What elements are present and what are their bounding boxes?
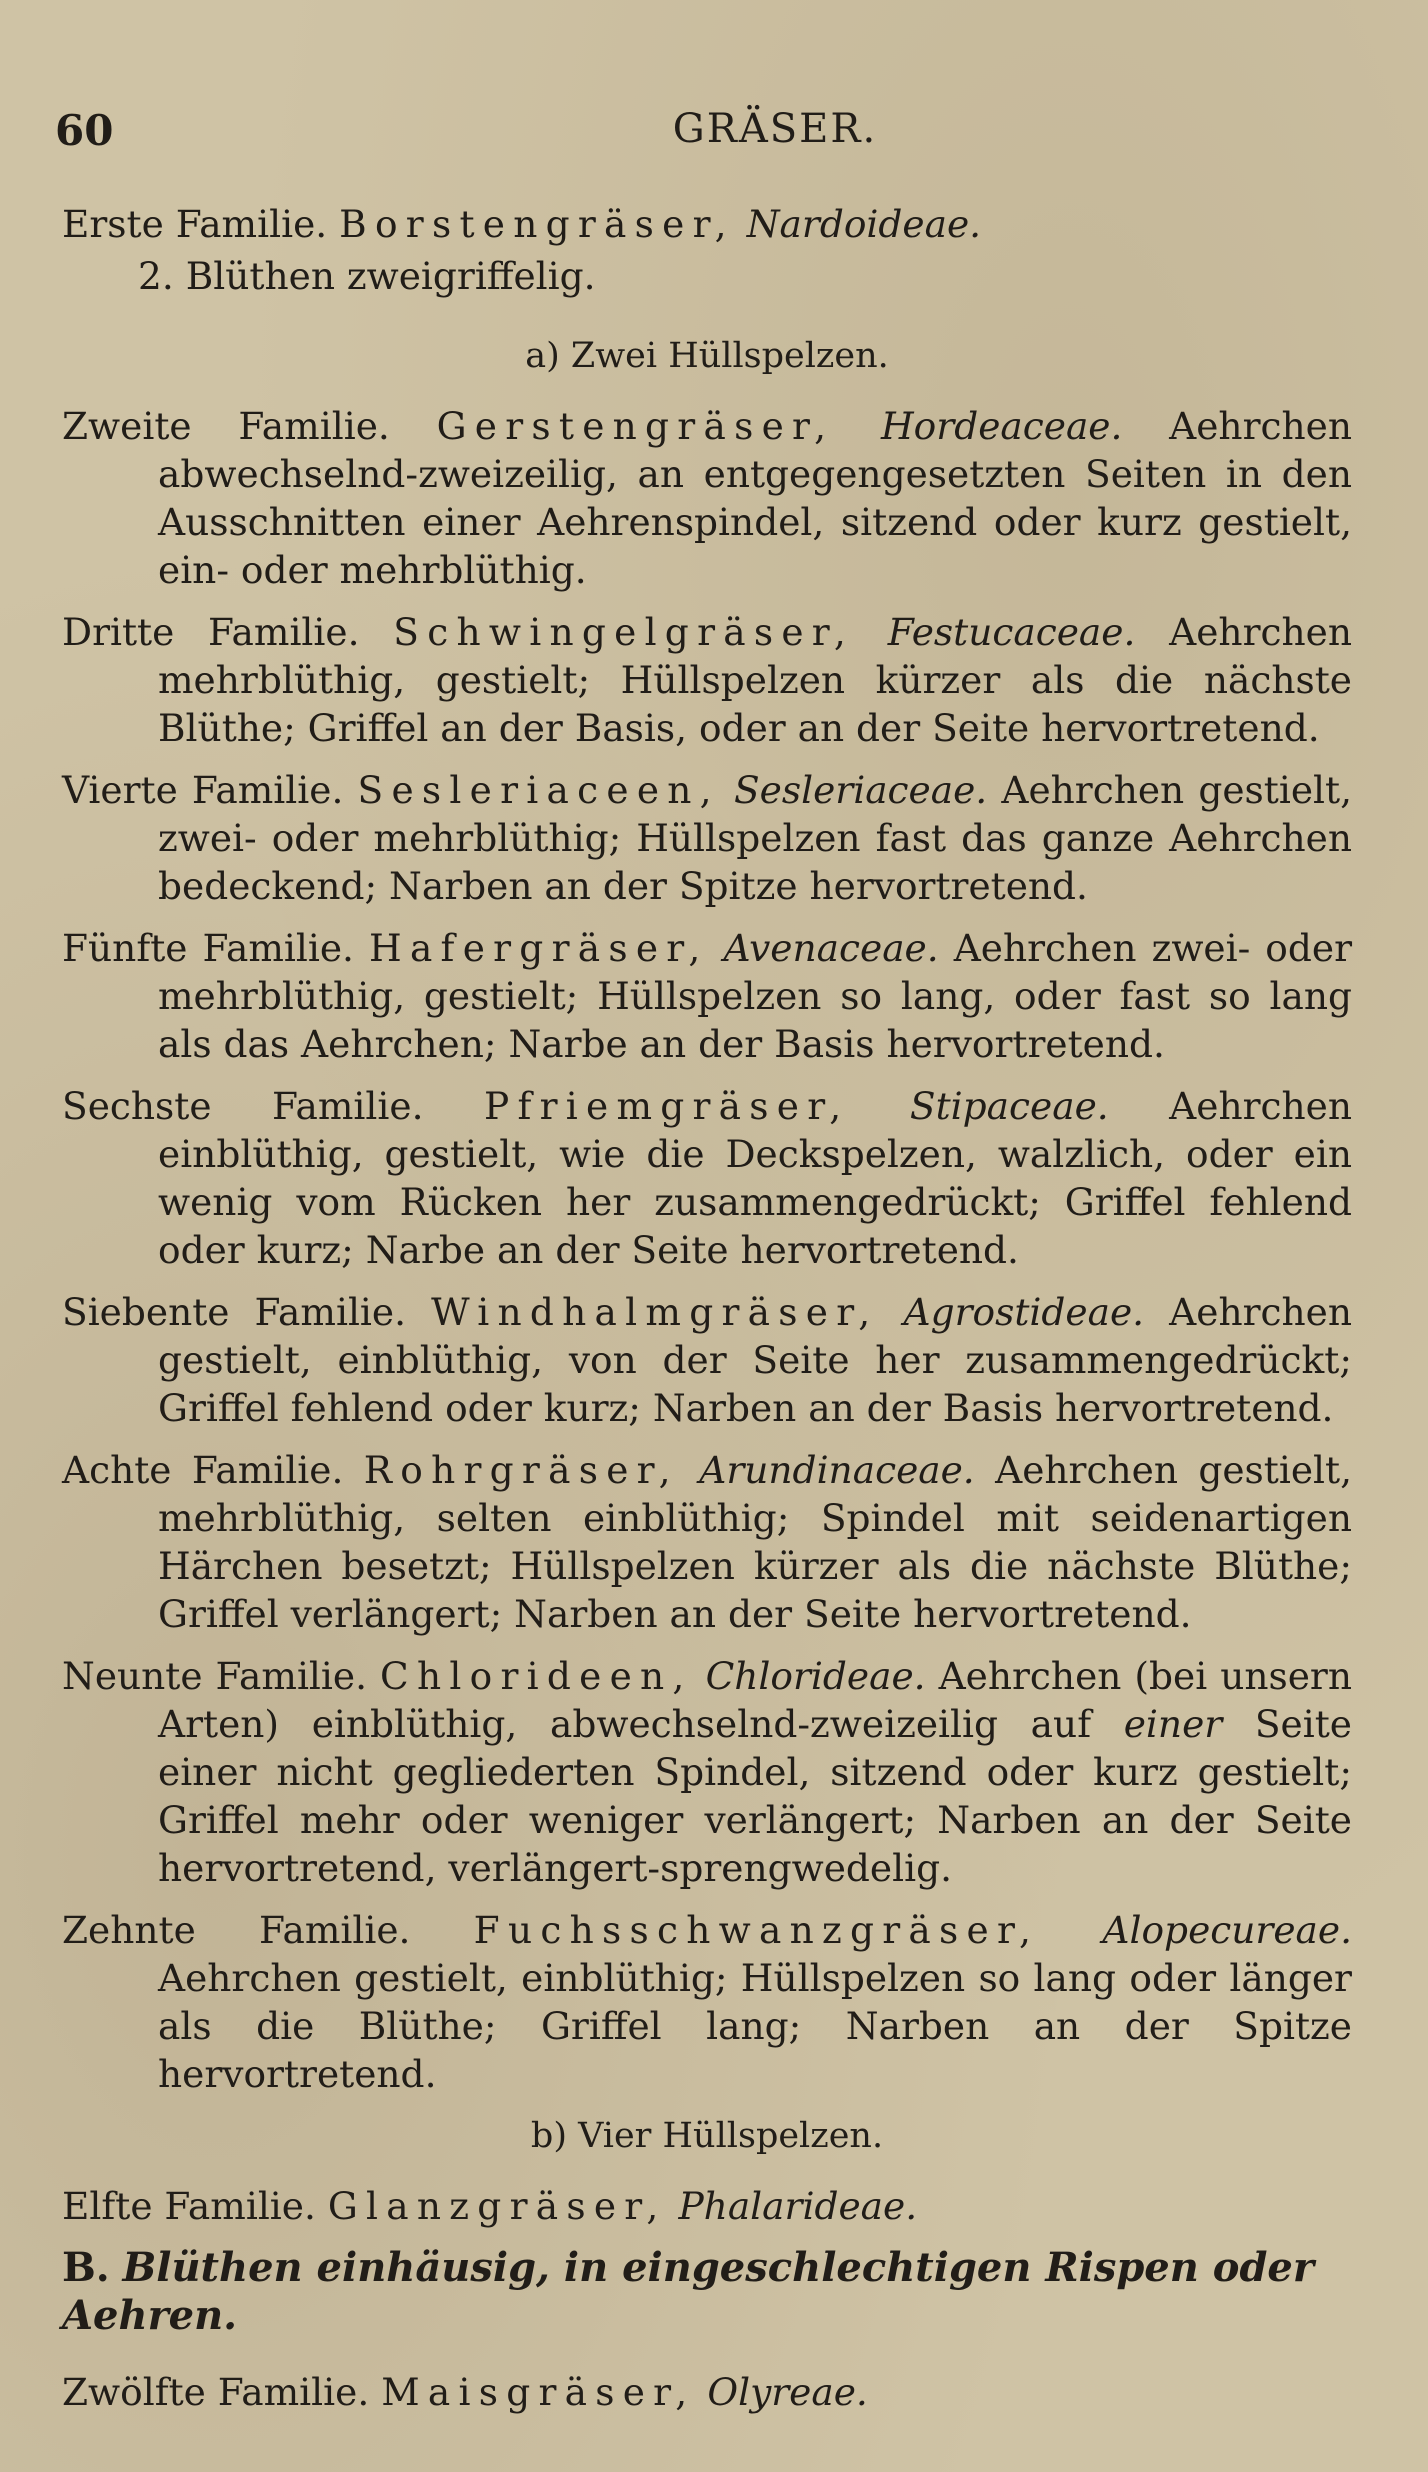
family-entry-5	[62, 924, 1352, 1068]
family-latin-name: Agrostideae.	[903, 1290, 1145, 1334]
family-latin-name: Sesleriaceae.	[733, 768, 988, 812]
family-latin-name: Stipaceae.	[909, 1084, 1109, 1128]
family-entry-11	[62, 2182, 1352, 2230]
family-label: Siebente Familie.	[62, 1290, 407, 1334]
family-german-name: Gerstengräser,	[436, 404, 835, 448]
family-label: Zehnte Familie.	[62, 1908, 411, 1952]
subheading-b	[62, 2112, 1352, 2160]
family-latin-name: Nardoideae.	[746, 202, 982, 246]
family-description: Aehrchen zwei- oder mehrblüthig, gestielt; Hüllspelzen so lang, oder fast so lang als das Aehrchen; Narbe an der Basis hervortretend.	[158, 926, 1353, 1066]
subheading-a	[62, 332, 1352, 380]
family-label: Vierte Familie.	[62, 768, 344, 812]
family-description: Aehrchen gestielt, zwei- oder mehrblüthig; Hüllspelzen fast das ganze Aehrchen bedeckend; Narben an der Spitze hervortretend.	[158, 768, 1353, 908]
family-german-name: Windhalmgräser,	[431, 1290, 879, 1334]
family-label: Dritte Familie.	[62, 610, 360, 654]
family-german-name: Glanzgräser,	[327, 2184, 667, 2228]
family-entry-10	[62, 1906, 1352, 2098]
family-label: Zwölfte Familie.	[62, 2370, 370, 2414]
family-label: Zweite Familie.	[62, 404, 390, 448]
family-description: Aehrchen gestielt, einblüthig; Hüllspelzen so lang oder länger als die Blüthe; Griffel lang; Narben an der Spitze hervortretend.	[158, 1956, 1352, 2096]
family-entry-12	[62, 2368, 1352, 2416]
family-german-name: Hafergräser,	[369, 926, 709, 970]
family-description-part-2: Seite einer nicht gegliederten Spindel, sitzend oder kurz gestielt; Griffel mehr oder weniger verlängert; Narben an der Seite hervortretend, verlängert-sprengwedelig.	[158, 1702, 1352, 1890]
family-latin-name: Olyreae.	[707, 2370, 868, 2414]
family-label: Neunte Familie.	[62, 1654, 368, 1698]
family-german-name: Schwingelgräser,	[393, 610, 855, 654]
page-body	[62, 200, 1352, 2430]
family-german-name: Sesleriaceen,	[357, 768, 720, 812]
family-label: Sechste Familie.	[62, 1084, 424, 1128]
family-german-name: Borstengräser,	[339, 202, 735, 246]
family-german-name: Fuchsschwanzgräser,	[473, 1908, 1040, 1952]
family-description: Aehrchen einblüthig, gestielt, wie die Deckspelzen, walzlich, oder ein wenig vom Rücken her zusammengedrückt; Griffel fehlend oder kurz; Narbe an der Seite hervortretend.	[158, 1084, 1353, 1272]
family-entry-4	[62, 766, 1352, 910]
subheading-b-text: b) Vier Hüllspelzen.	[530, 2116, 884, 2156]
family-latin-name: Phalarideae.	[678, 2184, 918, 2228]
family-description: Aehrchen gestielt, mehrblüthig, selten einblüthig; Spindel mit seidenartigen Härchen besetzt; Hüllspelzen kürzer als die nächste Blüthe; Griffel verlängert; Narben an der Seite hervortretend.	[158, 1448, 1353, 1636]
family-german-name: Pfriemgräser,	[483, 1084, 850, 1128]
family-entry-1	[62, 200, 1352, 248]
family-german-name: Chlorideen,	[380, 1654, 693, 1698]
family-label: Achte Familie.	[62, 1448, 344, 1492]
family-latin-name: Festucaceae.	[887, 610, 1136, 654]
family-latin-name: Avenaceae.	[723, 926, 939, 970]
page-number: 60	[55, 106, 114, 155]
family-entry-2	[62, 402, 1352, 594]
page-header	[55, 106, 1375, 166]
subheading-2	[138, 252, 1352, 300]
subheading-2-text: 2. Blüthen zweigriffelig.	[138, 254, 596, 298]
running-head: GRÄSER.	[672, 106, 878, 152]
section-b-letter: B.	[62, 2244, 110, 2291]
family-description-part-1: Aehrchen (bei unsern Arten) einblüthig, abwechselnd-zweizeilig auf	[158, 1654, 1353, 1746]
family-label: Elfte Familie.	[62, 2184, 316, 2228]
family-entry-7	[62, 1288, 1352, 1432]
subheading-a-text: a) Zwei Hüllspelzen.	[525, 336, 889, 376]
family-description: Aehrchen mehrblüthig, gestielt; Hüllspelzen kürzer als die nächste Blüthe; Griffel an der Basis, oder an der Seite hervortretend.	[158, 610, 1352, 750]
family-entry-3	[62, 608, 1352, 752]
section-b-text: Blüthen einhäusig, in eingeschlechtigen Rispen oder Aehren.	[62, 2244, 1314, 2339]
family-entry-8	[62, 1446, 1352, 1638]
family-german-name: Rohrgräser,	[363, 1448, 679, 1492]
section-b-heading	[62, 2244, 1352, 2340]
family-latin-name: Chlorideae.	[705, 1654, 926, 1698]
family-entry-6	[62, 1082, 1352, 1274]
family-label: Fünfte Familie.	[62, 926, 354, 970]
family-latin-name: Hordeaceae.	[880, 404, 1123, 448]
family-entry-9	[62, 1652, 1352, 1892]
family-german-name: Maisgräser,	[381, 2370, 696, 2414]
family-description-emphasis: einer	[1123, 1702, 1223, 1746]
family-latin-name: Alopecureae.	[1102, 1908, 1352, 1952]
family-description: Aehrchen gestielt, einblüthig, von der Seite her zusammengedrückt; Griffel fehlend oder kurz; Narben an der Basis hervortretend.	[158, 1290, 1353, 1430]
family-description: Aehrchen abwechselnd-zweizeilig, an entgegengesetzten Seiten in den Ausschnitten einer Aehrenspindel, sitzend oder kurz gestielt, ein- oder mehrblüthig.	[158, 404, 1353, 592]
family-label: Erste Familie.	[62, 202, 328, 246]
family-latin-name: Arundinaceae.	[699, 1448, 975, 1492]
